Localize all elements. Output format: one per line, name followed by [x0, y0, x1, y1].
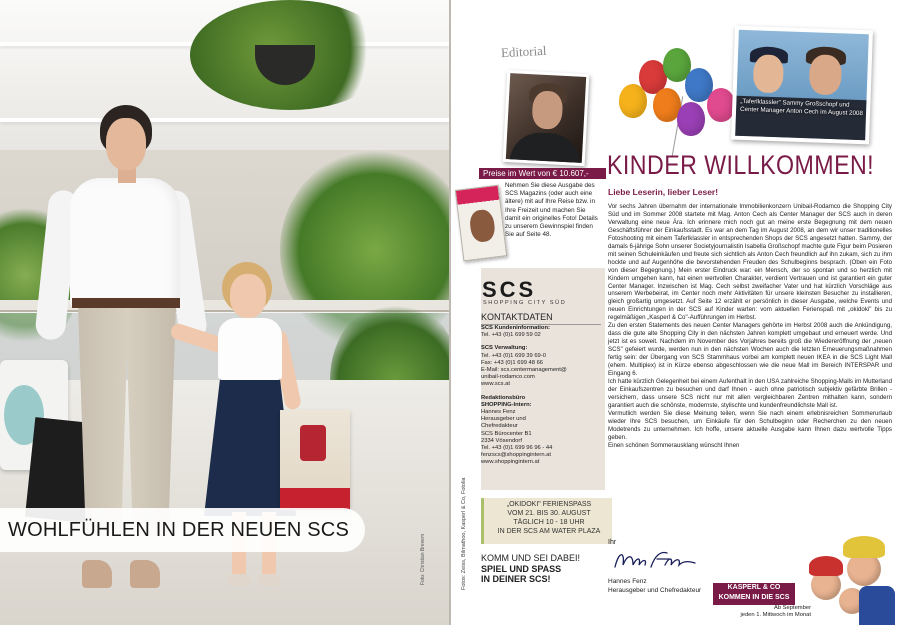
handwritten-signature: [611, 547, 701, 573]
woman-face: [106, 118, 146, 170]
woman-blouse: [70, 178, 180, 308]
cta-line: IN DEINER SCS!: [481, 574, 551, 584]
contact-details: [481, 325, 603, 467]
schedule-line: Ab September: [773, 605, 811, 611]
schedule-line: jeden 1. Mittwoch im Monat: [740, 612, 811, 618]
editor-portrait: [503, 70, 590, 166]
cta-line: KOMM UND SEI DABEI!: [481, 553, 581, 563]
contact-line: Chefredakteur: [481, 423, 518, 430]
cover-model: [468, 209, 496, 244]
contact-line: fenzscs@shoppingintern.at: [481, 452, 552, 459]
paragraph: Ich hatte kürzlich Gelegenheit bei einem Aufenthalt in den USA zahlreiche Shopping-Malls im Mutterland der Einkaufszentren zu besuchen und darf Ihnen - auch ohne patriotisch subjektiv gefärbte Brillen - versichern, dass unsere SCS nicht nur mit allen vergleichbaren Zentren mithalten kann, sondern garantiert auch die schönste, modernste, stylischte und kundenfreundlichste Mall ist.: [608, 377, 892, 409]
kasperl-line: KOMMEN IN DIE SCS: [718, 594, 790, 601]
contact-line: SHOPPING-Intern:: [481, 401, 532, 408]
puppet-hat: [843, 536, 885, 558]
event-line: „OKIDOKI" FERIENSPASS: [506, 501, 592, 508]
event-details: [487, 500, 611, 536]
signer: [608, 577, 701, 595]
contact-line: 2334 Vösendorf: [481, 437, 522, 444]
girl-face: [230, 274, 266, 318]
editor-face: [531, 90, 563, 130]
closing-word: Ihr: [608, 539, 617, 546]
contact-line: SCS Kundeninformation:: [481, 325, 550, 331]
contact-line: SCS Verwaltung:: [481, 345, 528, 352]
ceiling-beam: [0, 118, 449, 122]
contact-line: SCS Bürocenter B1: [481, 430, 532, 437]
girl-shoe: [228, 574, 250, 586]
cta-line: SPIEL UND SPASS: [481, 563, 562, 574]
paragraph: Vermutlich werden Sie diese Meinung teilen, wenn Sie nach einem erlebnisreichen Sommerurlaub wieder Ihre SCS besuchen, um Einkäufe für den Schulbeginn oder Recherchen zu den neuen Modetrends zu unternehmen. Ich hoffe, unsere aktuelle Ausgabe kann Ihnen dazu wertvolle Tipps geben.: [608, 409, 892, 441]
contact-line: Tel. +43 (0)1 699 59 02: [481, 332, 541, 339]
kasperl-banner: [713, 583, 795, 605]
kasperl-schedule: [721, 605, 811, 619]
balloon: [677, 102, 705, 136]
signer-name: Hannes Fenz: [608, 578, 647, 585]
contact-line: Herausgeber und: [481, 416, 526, 423]
left-page-photo: [0, 0, 449, 625]
kasperl-puppets: [803, 530, 899, 625]
contact-heading: KONTAKTDATEN: [481, 312, 601, 325]
contact-line: E-Mail: scs.centermanagement@: [481, 367, 567, 374]
balloon: [707, 88, 735, 122]
bag-logo: [300, 425, 326, 461]
paragraph: Vor sechs Jahren übernahm der internationale Immobilienkonzern Unibail-Rodamco die Shopping City Süd und im Sommer 2008 startete mit Mag. Anton Cech als Center Manager der SCS auch in deren Verwaltung eine neue Ära. Ich erinnere mich noch gut an meine erste Begegnung mit dem neuen Geschäftsführer der Einkaufsstadt. Es war an dem Tag im August 2008, an dem wir unser traditionelles Fotoshooting mit einem Taferlklassler in entsprechenden Shops der SCS angesetzt hatten. Sammy, der damals 6-jährige Sohn unserer Societyjournalistin Isabella Großschopf machte gute Figur beim Posieren mit seinen Schuleinkäufen und freute sich sichtlich als Anton Cech freundlich auf ihn zukam, sich zu ihm hockte und auf Augenhöhe die bevorstehenden Freuden des Schulbeginns besprach. (Oben ein Foto von dieser Begegnung.) Mein erster Eindruck war: ein Mensch, der so spontan und so herzlich mit Kindern umgehen kann, hat einen wertvollen Charakter, verdient Vertrauen und ist garantiert ein guter Center Manager. Inzwischen ist Mag. Cech selbst zweifacher Vater und hat kürzlich Vorschläge aus unserem Werbebeirat, im Center noch mehr Aktivitäten für unsere kleinsten Besucher zu installieren, gleich großartig umgesetzt. Auf Seite 12 erzählt er persönlich in dieser Ausgabe, welche Events und neuen Einrichtungen in der SCS auf Kinder warten: vom aktuellen Ferienspaß mit „okidoki" bis zu regelmäßigen „Kasperl & Co"-Aufführungen im Herbst.: [608, 203, 892, 322]
contact-line: Tel. +43 (0)1 699 39 69-0: [481, 352, 546, 359]
contact-line: unibail-rodamco.com: [481, 374, 535, 381]
kids-photo-image: [735, 30, 869, 140]
signer-role: Herausgeber und Chefredakteur: [608, 587, 702, 594]
contact-line: Tel. +43 (0)1 699 96 96 - 44: [481, 445, 553, 452]
salutation: Liebe Leserin, lieber Leser!: [608, 187, 719, 197]
editor-portrait-image: [506, 73, 586, 163]
girl-shoe: [258, 574, 280, 586]
contact-line: www.shoppingintern.at: [481, 459, 540, 466]
photo-credits: Fotos: Zeiss, Bilmathoo, Kasperl & Co, Fotolia: [461, 477, 467, 590]
editorial-label: Editorial: [500, 42, 547, 61]
child-face: [753, 54, 784, 93]
kids-photo: [731, 26, 873, 145]
scs-logo-subtitle: SHOPPING CITY SÜD: [483, 300, 567, 306]
photo-headline: WOHLFÜHLEN IN DER NEUEN SCS: [0, 508, 365, 552]
puppet-hat: [809, 556, 843, 576]
manager-face: [809, 54, 842, 95]
kasperl-line: KASPERL & CO: [727, 584, 781, 591]
photo-credit: Foto: Christian Brevem: [420, 533, 426, 585]
event-line: VOM 21. BIS 30. AUGUST: [507, 510, 591, 517]
event-line: TÄGLICH 10 - 18 UHR: [513, 519, 585, 526]
editor-jacket: [509, 131, 581, 163]
paragraph: Zu den ersten Statements des neuen Center Managers gehörte im Herbst 2008 auch die Ankündigung, dass die gute alte Shopping City in den nächsten Jahren komplett umgebaut und erneuert werde. Und jetzt ist es soweit. Nachdem im November des Vorjahres bereits groß die Wiedereröffnung der „neuen SCS" gefeiert wurde, werden nun in den nächsten Wochen auch die letzten Erneuerungsmaßnahmen fertig sein: der Übergang von SCS Stammhaus vorbei am komplett neuen IKEA in die SCS Light Mall (ehem. Multiplex) ist in Kürze ebenso abgeschlossen wie die neue Mall im Bereich INTERSPAR und Eingang 6.: [608, 322, 892, 378]
woman-shoe: [82, 560, 112, 588]
contact-line: www.scs.at: [481, 381, 510, 388]
article-body: [608, 203, 892, 450]
right-page-editorial: [451, 0, 900, 625]
article-title: KINDER WILLKOMMEN!: [607, 150, 875, 180]
call-to-action: [481, 553, 605, 585]
prize-description: Nehmen Sie diese Ausgabe des SCS Magazins (oder auch eine ältere) mit auf Ihre Reise bzw. in Ihre Freizeit und machen Sie damit ein originelles Foto! Details zu unserem Gewinnspiel finden Sie auf Seite 48.: [505, 182, 598, 239]
contact-line: Fax: +43 (0)1 699 48 66: [481, 359, 544, 366]
woman-shoe: [130, 560, 160, 588]
magazine-cover: [455, 185, 507, 262]
girl-top: [218, 318, 282, 380]
puppet-costume: [859, 586, 895, 625]
bag-stripe: [280, 488, 350, 510]
scs-logo: SCS: [482, 277, 537, 302]
contact-line: Hannes Fenz: [481, 409, 516, 416]
woman-belt: [72, 298, 180, 308]
prize-heading: Preise im Wert von € 10.607,-: [479, 168, 606, 179]
contact-line: Redaktionsbüro: [481, 394, 526, 401]
kids-photo-caption: „Taferlklassler" Sammy Großschopf und Center Manager Anton Cech im August 2008: [740, 97, 863, 117]
paragraph: Einen schönen Sommerausklang wünscht Ihnen: [608, 441, 740, 449]
event-line: IN DER SCS AM WATER PLAZA: [497, 528, 601, 535]
